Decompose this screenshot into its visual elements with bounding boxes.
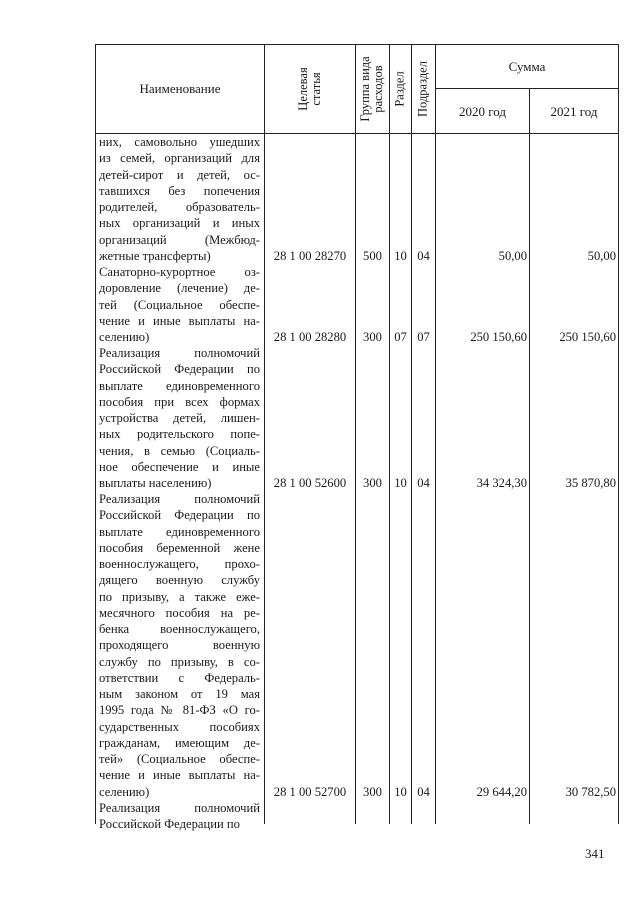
sum-2021: 30 782,50 [565,785,616,799]
header-expense-group: Группа вида расходов [358,56,385,122]
row-name-cell [99,800,260,833]
sum-2020: 250 150,60 [470,330,527,344]
header-section: Раздел [392,71,407,107]
col-divider-years [529,88,530,824]
table-top-border [95,44,618,45]
name-text-line: селению) [99,330,150,344]
header-year-2021: 2021 год [550,104,598,119]
name-text-line: Реализация полномочий [99,346,260,360]
name-text-line: пособия при всех формах [99,394,260,409]
subsection-code: 04 [417,249,430,263]
sum-2021: 250 150,60 [559,330,616,344]
col-divider-group [389,44,390,824]
col-divider-subsection [435,44,436,824]
name-text-line: ное обеспечение и иные [99,459,260,474]
header-name: Наименование [139,81,221,96]
subsection-code: 07 [417,330,430,344]
section-code: 10 [394,785,407,799]
name-text-line: выплате единовременного [99,378,260,393]
name-text-line: ответствии с Федераль- [99,670,260,685]
name-text-line: тей» (Социальное обеспе- [99,752,260,766]
expense-group-code: 500 [363,249,382,263]
name-text-line: Санаторно-курортное оз- [99,265,260,279]
row-name-cell [99,264,260,345]
table-left-border [95,44,96,824]
col-divider-name [264,44,265,824]
name-text-line: пособия беременной жене [99,540,260,555]
name-text-line: ных родительского попе- [99,427,260,442]
name-text-line: Реализация полномочий [99,492,260,506]
sum-header-divider [435,88,618,89]
expense-group-code: 300 [363,476,382,490]
section-code: 10 [394,249,407,263]
header-year-2020: 2020 год [459,104,506,119]
target-article-code: 28 1 00 52700 [273,785,347,799]
name-text-line: выплаты населению) [99,476,212,490]
name-text-line: них, самовольно ушедших [99,135,260,149]
header-sum: Сумма [508,59,546,74]
target-article-code: 28 1 00 52600 [273,476,347,490]
section-code: 10 [394,476,407,490]
name-text-line: детей-сирот и детей, ос- [99,167,260,182]
name-text-line: родителей, образователь- [99,200,260,214]
name-text-line: устройства детей, лишен- [99,411,260,425]
row-name-cell [99,134,260,264]
name-text-line: месячного пособия на ре- [99,605,260,620]
name-text-line: тавшихся без попечения [99,183,260,198]
name-text-line: из семей, организаций для [99,151,260,166]
row-name-cell [99,491,260,800]
header-target-article: Целевая статья [296,67,323,111]
col-divider-target [355,44,356,824]
name-text-line: проходящего военную [99,638,260,653]
sum-2020: 29 644,20 [476,785,527,799]
target-article-code: 28 1 00 28280 [273,330,347,344]
sum-2020: 50,00 [498,249,527,263]
expense-group-code: 300 [363,785,382,799]
name-text-line: ным законом от 19 мая [99,687,260,701]
table-right-border [618,44,619,824]
name-text-line: селению) [99,784,150,799]
header-subsection: Подраздел [415,61,430,117]
name-text-line: жетные трансферты) [99,248,211,263]
expense-group-code: 300 [363,330,382,344]
name-text-line: чение и иные выплаты на- [99,768,260,783]
sum-2021: 50,00 [587,249,616,263]
name-text-line: организаций (Межбюд- [99,232,260,247]
subsection-code: 04 [417,476,430,490]
sum-2020: 34 324,30 [476,476,527,490]
col-divider-section [411,44,412,824]
section-code: 07 [394,330,407,344]
name-text-line: гражданам, имеющим де- [99,735,260,750]
name-text-line: Российской Федерации по [99,817,240,832]
page-number: 341 [585,846,605,861]
name-text-line: дящего военную службу [99,573,260,588]
name-text-line: чения, в семью (Социаль- [99,443,260,458]
name-text-line: Российской Федерации по [99,508,260,523]
name-text-line: службу по призыву, в со- [99,654,260,669]
name-text-line: выплате единовременного [99,524,260,539]
name-text-line: по призыву, а также еже- [99,589,260,604]
name-text-line: ных организаций и иных [99,216,260,231]
name-text-line: бенка военнослужащего, [99,622,260,636]
name-text-line: военнослужащего, прохо- [99,557,260,571]
name-text-line: тей (Социальное обеспе- [99,297,260,312]
subsection-code: 04 [417,785,430,799]
name-text-line: чение и иные выплаты на- [99,313,260,328]
name-text-line: доровление (лечение) де- [99,281,260,296]
sum-2021: 35 870,80 [565,476,616,490]
name-text-line: Реализация полномочий [99,801,260,815]
row-name-cell [99,345,260,491]
name-text-line: Российской Федерации по [99,362,260,377]
target-article-code: 28 1 00 28270 [273,249,347,263]
name-text-line: сударственных пособиях [99,719,260,734]
name-text-line: 1995 года № 81-ФЗ «О го- [99,703,260,718]
